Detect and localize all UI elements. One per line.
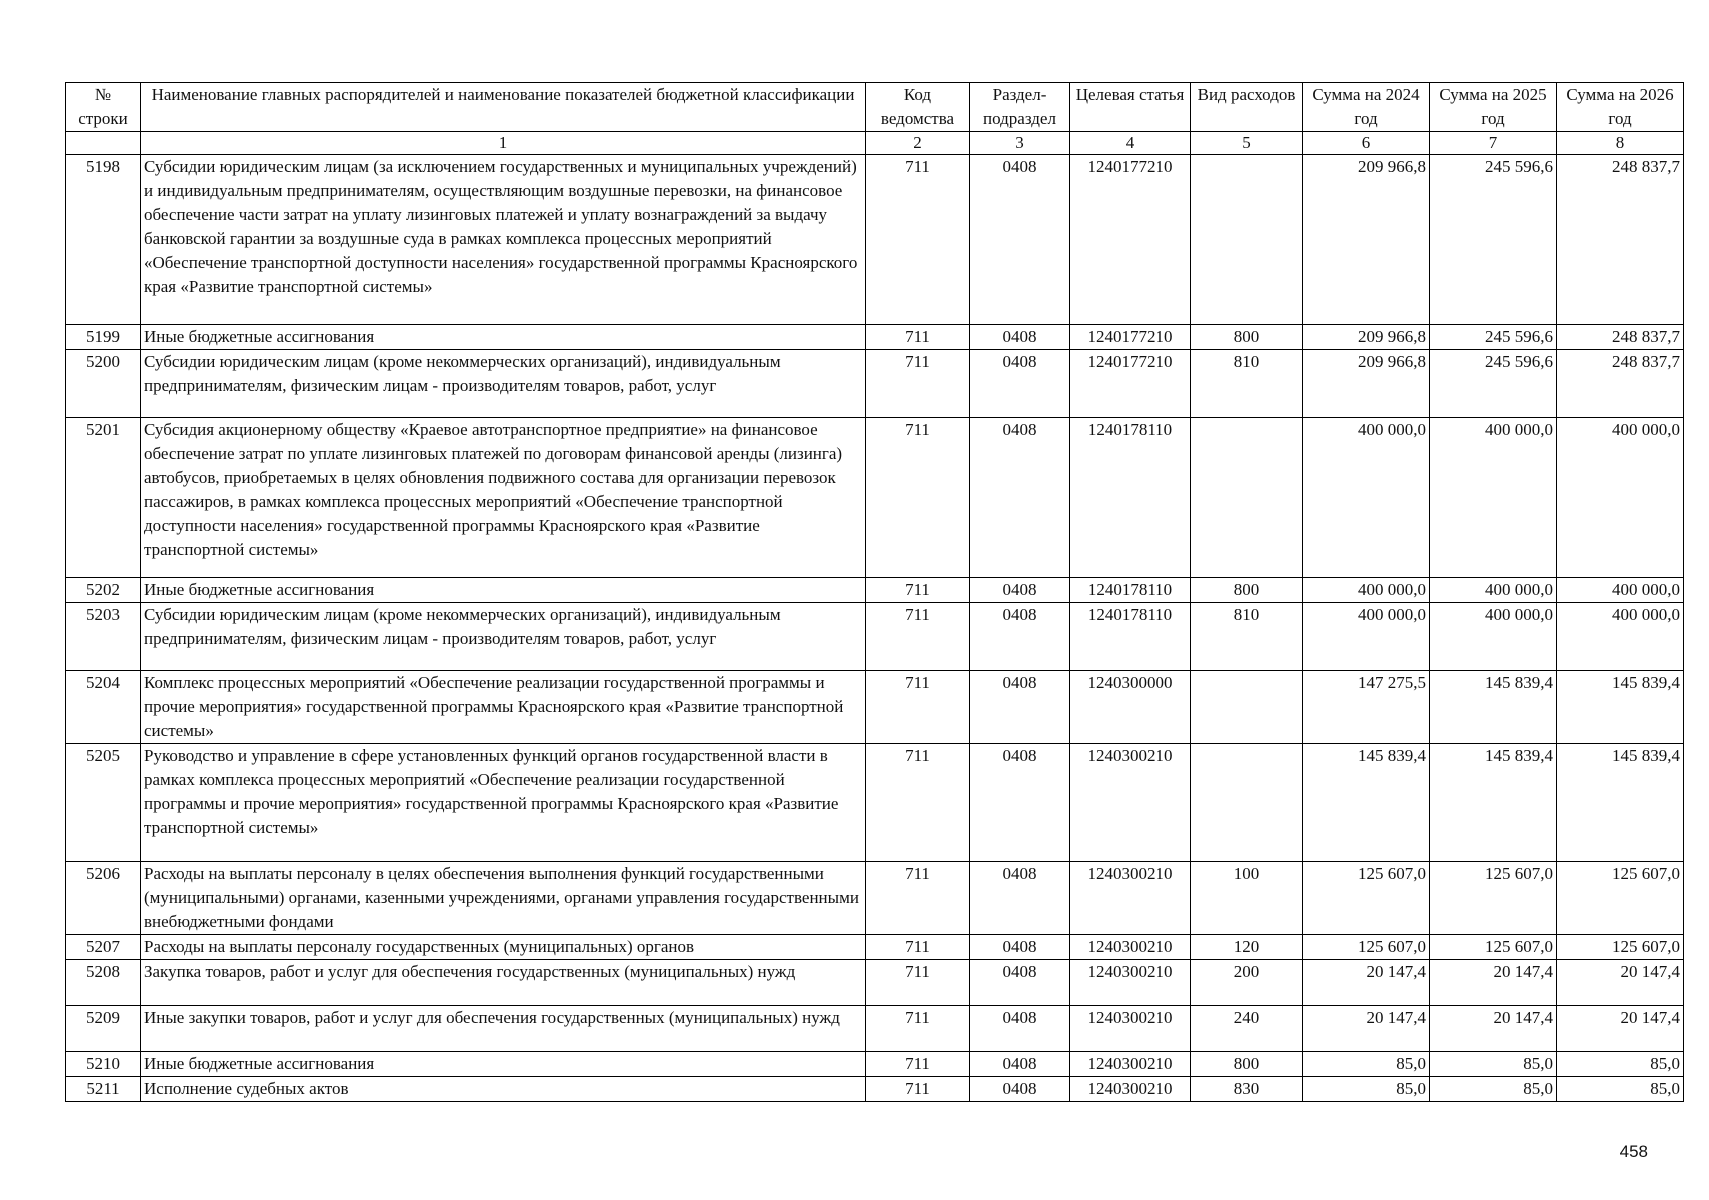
department-code-cell: 711: [866, 418, 970, 578]
table-row: [66, 325, 1684, 350]
sum-2025-cell: 125 607,0: [1430, 862, 1557, 935]
row-number-cell: 5208: [66, 960, 141, 1006]
sum-2026-cell: 400 000,0: [1557, 603, 1684, 671]
row-number-cell: 5209: [66, 1006, 141, 1052]
table-row: [66, 350, 1684, 418]
name-cell: Субсидии юридическим лицам (за исключением государственных и муниципальных учреждений) и индивидуальным предпринимателям, осуществляющим воздушные перевозки, на финансовое обеспечение части затрат на уплату лизинговых платежей и уплату вознаграждений за выдачу банковской гарантии за воздушные суда в рамках комплекса процессных мероприятий «Обеспечение транспортной доступности населения» государственной программы Красноярского края «Развитие транспортной системы»: [141, 155, 866, 325]
sum-2024-cell: 85,0: [1303, 1077, 1430, 1102]
row-number-cell: 5207: [66, 935, 141, 960]
section-cell: 0408: [970, 1052, 1070, 1077]
row-number-cell: 5206: [66, 862, 141, 935]
target-article-cell: 1240177210: [1070, 350, 1191, 418]
header-cell-row-number: № строки: [66, 83, 141, 132]
section-cell: 0408: [970, 862, 1070, 935]
department-code-cell: 711: [866, 1077, 970, 1102]
expense-type-cell: 120: [1191, 935, 1303, 960]
department-code-cell: 711: [866, 960, 970, 1006]
sum-2026-cell: 85,0: [1557, 1077, 1684, 1102]
header-cell-sum-2026: Сумма на 2026 год: [1557, 83, 1684, 132]
table-body: [66, 155, 1684, 1102]
expense-type-cell: 200: [1191, 960, 1303, 1006]
header-cell-name: Наименование главных распорядителей и наименование показателей бюджетной классификации: [141, 83, 866, 132]
sum-2024-cell: 147 275,5: [1303, 671, 1430, 744]
sum-2024-cell: 400 000,0: [1303, 603, 1430, 671]
sum-2026-cell: 85,0: [1557, 1052, 1684, 1077]
table-row: [66, 1052, 1684, 1077]
row-number-cell: 5204: [66, 671, 141, 744]
row-number-cell: 5203: [66, 603, 141, 671]
name-cell: Расходы на выплаты персоналу государственных (муниципальных) органов: [141, 935, 866, 960]
sum-2025-cell: 245 596,6: [1430, 155, 1557, 325]
section-cell: 0408: [970, 325, 1070, 350]
expense-type-cell: 100: [1191, 862, 1303, 935]
sum-2025-cell: 400 000,0: [1430, 418, 1557, 578]
page-number: 458: [1619, 1142, 1648, 1161]
department-code-cell: 711: [866, 671, 970, 744]
name-cell: Субсидия акционерному обществу «Краевое автотранспортное предприятие» на финансовое обеспечение затрат по уплате лизинговых платежей по договорам финансовой аренды (лизинга) автобусов, приобретаемых в целях обновления подвижного состава для организации перевозок пассажиров, в рамках комплекса процессных мероприятий «Обеспечение транспортной доступности населения» государственной программы Красноярского края «Развитие транспортной системы»: [141, 418, 866, 578]
column-number: 4: [1070, 132, 1191, 155]
expense-type-cell: [1191, 671, 1303, 744]
sum-2025-cell: 145 839,4: [1430, 671, 1557, 744]
target-article-cell: 1240300210: [1070, 960, 1191, 1006]
table-row: [66, 1077, 1684, 1102]
row-number-cell: 5201: [66, 418, 141, 578]
table-row: [66, 603, 1684, 671]
row-number-cell: 5200: [66, 350, 141, 418]
expense-type-cell: 800: [1191, 578, 1303, 603]
target-article-cell: 1240300210: [1070, 1006, 1191, 1052]
target-article-cell: 1240177210: [1070, 325, 1191, 350]
name-cell: Иные закупки товаров, работ и услуг для обеспечения государственных (муниципальных) нужд: [141, 1006, 866, 1052]
sum-2024-cell: 400 000,0: [1303, 418, 1430, 578]
expense-type-cell: [1191, 744, 1303, 862]
sum-2024-cell: 125 607,0: [1303, 935, 1430, 960]
name-cell: Руководство и управление в сфере установленных функций органов государственной власти в рамках комплекса процессных мероприятий «Обеспечение реализации государственной программы и прочие мероприятия» государственной программы Красноярского края «Развитие транспортной системы»: [141, 744, 866, 862]
section-cell: 0408: [970, 1077, 1070, 1102]
sum-2025-cell: 400 000,0: [1430, 578, 1557, 603]
row-number-cell: 5199: [66, 325, 141, 350]
header-cell-department-code: Код ведомства: [866, 83, 970, 132]
target-article-cell: 1240300210: [1070, 935, 1191, 960]
target-article-cell: 1240300210: [1070, 1077, 1191, 1102]
name-cell: Расходы на выплаты персоналу в целях обеспечения выполнения функций государственными (муниципальными) органами, казенными учреждениями, органами управления государственными внебюджетными фондами: [141, 862, 866, 935]
sum-2026-cell: 20 147,4: [1557, 960, 1684, 1006]
name-cell: Иные бюджетные ассигнования: [141, 1052, 866, 1077]
department-code-cell: 711: [866, 578, 970, 603]
sum-2026-cell: 145 839,4: [1557, 744, 1684, 862]
name-cell: Иные бюджетные ассигнования: [141, 578, 866, 603]
name-cell: Субсидии юридическим лицам (кроме некоммерческих организаций), индивидуальным предпринимателям, физическим лицам - производителям товаров, работ, услуг: [141, 603, 866, 671]
column-number: 3: [970, 132, 1070, 155]
header-cell-sum-2025: Сумма на 2025 год: [1430, 83, 1557, 132]
sum-2026-cell: 400 000,0: [1557, 578, 1684, 603]
column-number: [66, 132, 141, 155]
header-cell-expense-type: Вид расходов: [1191, 83, 1303, 132]
sum-2025-cell: 85,0: [1430, 1077, 1557, 1102]
sum-2026-cell: 400 000,0: [1557, 418, 1684, 578]
expense-type-cell: 240: [1191, 1006, 1303, 1052]
sum-2025-cell: 20 147,4: [1430, 1006, 1557, 1052]
target-article-cell: 1240178110: [1070, 418, 1191, 578]
table-row: [66, 578, 1684, 603]
section-cell: 0408: [970, 418, 1070, 578]
target-article-cell: 1240300210: [1070, 862, 1191, 935]
table-row: [66, 1006, 1684, 1052]
row-number-cell: 5198: [66, 155, 141, 325]
section-cell: 0408: [970, 350, 1070, 418]
name-cell: Комплекс процессных мероприятий «Обеспечение реализации государственной программы и прочие мероприятия» государственной программы Красноярского края «Развитие транспортной системы»: [141, 671, 866, 744]
expense-type-cell: [1191, 418, 1303, 578]
name-cell: Иные бюджетные ассигнования: [141, 325, 866, 350]
section-cell: 0408: [970, 603, 1070, 671]
target-article-cell: 1240178110: [1070, 578, 1191, 603]
column-number: 6: [1303, 132, 1430, 155]
table-row: [66, 862, 1684, 935]
target-article-cell: 1240300210: [1070, 1052, 1191, 1077]
sum-2025-cell: 245 596,6: [1430, 325, 1557, 350]
sum-2026-cell: 145 839,4: [1557, 671, 1684, 744]
target-article-cell: 1240178110: [1070, 603, 1191, 671]
expense-type-cell: 830: [1191, 1077, 1303, 1102]
sum-2025-cell: 20 147,4: [1430, 960, 1557, 1006]
sum-2026-cell: 125 607,0: [1557, 862, 1684, 935]
column-number: 8: [1557, 132, 1684, 155]
sum-2024-cell: 145 839,4: [1303, 744, 1430, 862]
sum-2026-cell: 248 837,7: [1557, 155, 1684, 325]
column-number: 7: [1430, 132, 1557, 155]
row-number-cell: 5210: [66, 1052, 141, 1077]
sum-2024-cell: 20 147,4: [1303, 1006, 1430, 1052]
sum-2025-cell: 125 607,0: [1430, 935, 1557, 960]
table-row: [66, 671, 1684, 744]
row-number-cell: 5202: [66, 578, 141, 603]
department-code-cell: 711: [866, 1052, 970, 1077]
target-article-cell: 1240300210: [1070, 744, 1191, 862]
sum-2025-cell: 400 000,0: [1430, 603, 1557, 671]
name-cell: Закупка товаров, работ и услуг для обеспечения государственных (муниципальных) нужд: [141, 960, 866, 1006]
column-number-row: [66, 132, 1684, 155]
target-article-cell: 1240300000: [1070, 671, 1191, 744]
expense-type-cell: 800: [1191, 1052, 1303, 1077]
table-row: [66, 935, 1684, 960]
table-row: [66, 418, 1684, 578]
sum-2024-cell: 85,0: [1303, 1052, 1430, 1077]
expense-type-cell: 810: [1191, 603, 1303, 671]
sum-2024-cell: 209 966,8: [1303, 155, 1430, 325]
department-code-cell: 711: [866, 935, 970, 960]
section-cell: 0408: [970, 744, 1070, 862]
name-cell: Субсидии юридическим лицам (кроме некоммерческих организаций), индивидуальным предпринимателям, физическим лицам - производителям товаров, работ, услуг: [141, 350, 866, 418]
department-code-cell: 711: [866, 325, 970, 350]
column-number: 5: [1191, 132, 1303, 155]
sum-2024-cell: 400 000,0: [1303, 578, 1430, 603]
column-number: 2: [866, 132, 970, 155]
header-cell-sum-2024: Сумма на 2024 год: [1303, 83, 1430, 132]
table-row: [66, 744, 1684, 862]
expense-type-cell: 800: [1191, 325, 1303, 350]
department-code-cell: 711: [866, 744, 970, 862]
header-cell-section: Раздел-подраздел: [970, 83, 1070, 132]
sum-2025-cell: 85,0: [1430, 1052, 1557, 1077]
column-number: 1: [141, 132, 866, 155]
section-cell: 0408: [970, 935, 1070, 960]
expense-type-cell: 810: [1191, 350, 1303, 418]
section-cell: 0408: [970, 578, 1070, 603]
department-code-cell: 711: [866, 603, 970, 671]
department-code-cell: 711: [866, 155, 970, 325]
budget-table: [65, 82, 1684, 1102]
sum-2026-cell: 248 837,7: [1557, 350, 1684, 418]
department-code-cell: 711: [866, 350, 970, 418]
sum-2026-cell: 20 147,4: [1557, 1006, 1684, 1052]
header-row: [66, 83, 1684, 132]
table-row: [66, 960, 1684, 1006]
department-code-cell: 711: [866, 1006, 970, 1052]
sum-2025-cell: 145 839,4: [1430, 744, 1557, 862]
row-number-cell: 5211: [66, 1077, 141, 1102]
target-article-cell: 1240177210: [1070, 155, 1191, 325]
section-cell: 0408: [970, 671, 1070, 744]
section-cell: 0408: [970, 960, 1070, 1006]
sum-2025-cell: 245 596,6: [1430, 350, 1557, 418]
section-cell: 0408: [970, 155, 1070, 325]
name-cell: Исполнение судебных актов: [141, 1077, 866, 1102]
expense-type-cell: [1191, 155, 1303, 325]
sum-2024-cell: 125 607,0: [1303, 862, 1430, 935]
sum-2026-cell: 248 837,7: [1557, 325, 1684, 350]
sum-2024-cell: 209 966,8: [1303, 325, 1430, 350]
sum-2024-cell: 209 966,8: [1303, 350, 1430, 418]
sum-2024-cell: 20 147,4: [1303, 960, 1430, 1006]
sum-2026-cell: 125 607,0: [1557, 935, 1684, 960]
department-code-cell: 711: [866, 862, 970, 935]
section-cell: 0408: [970, 1006, 1070, 1052]
header-cell-target-article: Целевая статья: [1070, 83, 1191, 132]
row-number-cell: 5205: [66, 744, 141, 862]
table-row: [66, 155, 1684, 325]
